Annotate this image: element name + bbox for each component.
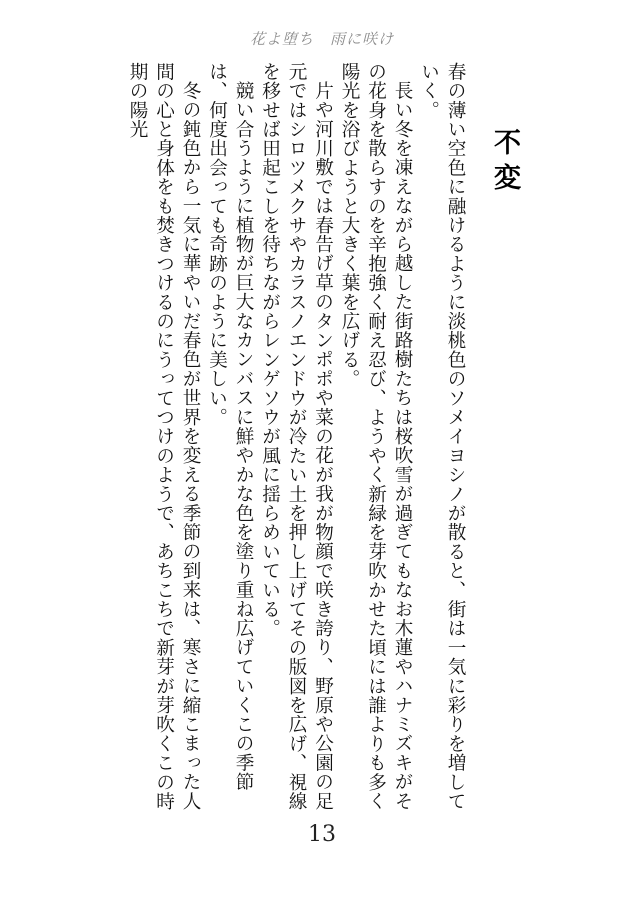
page-number: 13	[308, 822, 336, 847]
running-header: 花よ堕ち 雨に咲け	[249, 30, 394, 48]
paragraph: 長い冬を凍えながら越した街路樹たちは桜吹雪が過ぎてもなお木蓮やハナミズキがその花身を散らすのを辛抱強く耐え忍び、ようやく新緑を芽吹かせた頃には誰よりも多く陽光を浴びようと大きく葉を広げる。	[339, 62, 413, 811]
body-text	[124, 62, 469, 822]
paragraph: 片や河川敷では春告げ草のタンポポや菜の花が我が物顔で咲き誇り、野原や公園の足元ではシロツメクサやカラスノエンドウが冷たい土を押し上げてその版図を広げ、視線を移せば田起こしを待ちながらレンゲソウが風に揺らめいている。	[259, 62, 334, 811]
paragraph: 冬の鈍色から一気に華やいだ春色が世界を変える季節の到来は、寒さに縮こまった人間の心と身体をも焚きつけるのにうってつけのようで、あちこちで新芽が芽吹くこの時期の陽光	[127, 62, 201, 811]
paragraph: 春の薄い空色に融けるように淡桃色のソメイヨシノが散ると、街は一気に彩りを増していく。	[418, 62, 466, 811]
paragraph: 競い合うように植物が巨大なカンバスに鮮やかな色を塗り重ね広げていくこの季節は、何度出会っても奇跡のように美しい。	[206, 62, 254, 791]
chapter-title: 不変	[489, 128, 520, 198]
